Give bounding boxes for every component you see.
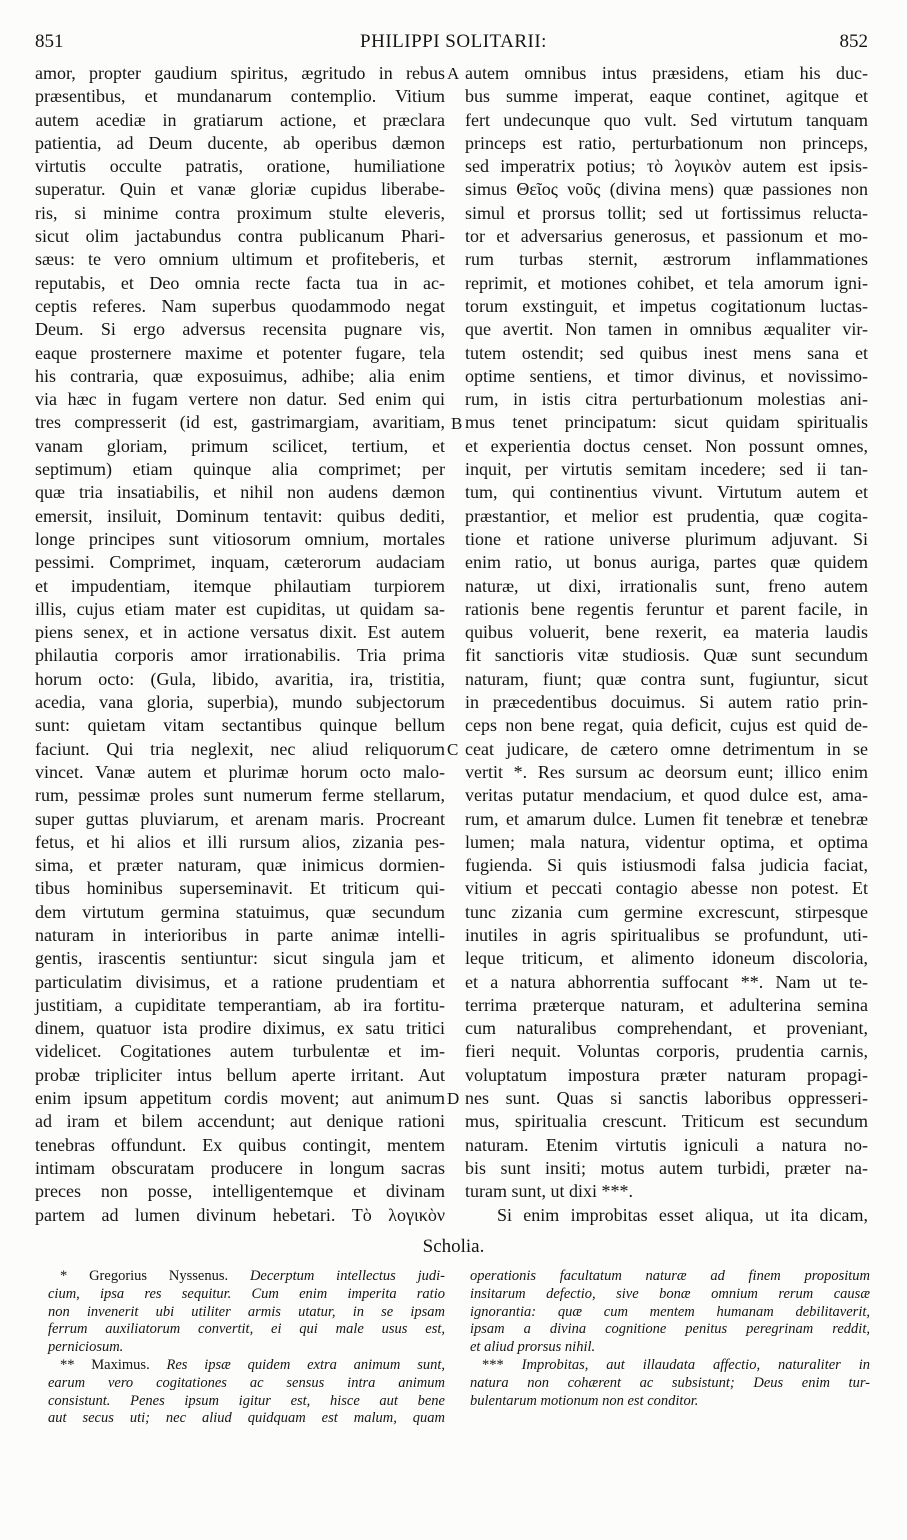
- body-line: patientia, ad Deum ducente, ab operibus dæmon: [35, 132, 445, 153]
- body-line: Si enim improbitas esset aliqua, ut ita dicam,: [497, 1204, 868, 1225]
- body-line: emersit, insiluit, Dominum tentavit: quibus dediti,: [35, 505, 445, 526]
- running-title: PHILIPPI SOLITARII:: [360, 31, 547, 52]
- body-line: sæus: te vero omnium ultimum et profiteberis, et: [35, 249, 445, 270]
- body-line: preces non posse, intelligentemque et divinam: [35, 1181, 445, 1202]
- body-line: philautia corporis amor irrationabilis. Tria prima: [35, 645, 445, 666]
- body-line: superatur. Quin et vanæ gloriæ cupidus liberabe-: [35, 179, 445, 200]
- body-line: lumen; mala natura, videntur optima, et optima: [465, 831, 868, 852]
- body-line: faciunt. Qui tria neglexit, nec aliud reliquorum: [35, 738, 445, 759]
- scholia-line: ipsam a divina cognitione penitus peregrinam reddit,: [470, 1321, 870, 1338]
- body-line: torum exstinguit, et impetus cogitationum luctas-: [465, 295, 868, 316]
- scholia-text: Improbitas, aut illaudata affectio, naturaliter in: [521, 1356, 870, 1373]
- scholia-line: [48, 1268, 445, 1286]
- body-line: reprimit, et motiones cohibet, et tela amorum igni-: [465, 272, 868, 293]
- body-line: via hæc in fugam vertere non datur. Sed enim qui: [35, 389, 445, 410]
- left-text-column: [35, 62, 445, 1227]
- body-line: princeps est ratio, perturbationum non princeps,: [465, 132, 868, 153]
- body-line: enim ratio, ut bonus auriga, partes quæ quidem: [465, 552, 868, 573]
- body-line: autem acediæ in gratiarum actione, et præclara: [35, 109, 445, 130]
- body-line: tres compresserit (id est, gastrimargiam, avaritiam,: [35, 412, 445, 433]
- body-line: vertit *. Res sursum ac deorsum eunt; illico enim: [465, 761, 868, 782]
- body-line: et a natura abhorrentia suffocant **. Nam ut te-: [465, 971, 868, 992]
- body-line: præstantior, et melior est prudentia, quæ cogita-: [465, 505, 868, 526]
- body-line: particulatim divisimus, et a ratione prudentiam et: [35, 971, 445, 992]
- page-number-right: 852: [839, 31, 868, 52]
- body-line: inquit, per virtutis semitam incedere; sed ii tan-: [465, 459, 868, 480]
- body-line: illis, cujus etiam mater est cupiditas, ut quidam sa-: [35, 598, 445, 619]
- body-line: naturæ, ut dixi, irrationalis sunt, freno autem: [465, 575, 868, 596]
- body-line: sunt: quietam vitam sectantibus quinque bellum: [35, 715, 445, 736]
- body-line: partem ad lumen divinum hebetari. Τὸ λογικὸν: [35, 1204, 445, 1225]
- scholia-line: earum vero cogitationes ac sensus intra animum: [48, 1374, 445, 1391]
- body-line: præsentibus, et mundanarum contemplio. Vitium: [35, 86, 445, 107]
- body-line: eaque prosternere maxime et potenter fugare, tela: [35, 342, 445, 363]
- scholia-text: Res ipsæ quidem extra animum sunt,: [166, 1356, 445, 1373]
- body-line: que avertit. Non tamen in omnibus æqualiter vir-: [465, 319, 868, 340]
- body-line: optime sentiens, et timor divinus, et novissimo-: [465, 365, 868, 386]
- scholia-line: ignorantia: quæ cum mentem humanam debilitaverit,: [470, 1303, 870, 1320]
- scholia-line: non invenerit ubi utiliter armis utatur, in se ipsam: [48, 1303, 445, 1320]
- scholia-author: * Gregorius Nyssenus.: [60, 1268, 229, 1284]
- body-line: ceat judicare, de cætero omne detrimentum in se: [465, 738, 868, 759]
- body-line: rum, pessimæ proles sunt numerum ferme stellarum,: [35, 785, 445, 806]
- body-line: enim ipsum appetitum cordis movent; aut animum: [35, 1088, 445, 1109]
- body-line: simul et prorsus tollit; sed ut fortissimus relucta-: [465, 202, 868, 223]
- body-line: nes sunt. Quas si sanctis laboribus oppresseri-: [465, 1088, 868, 1109]
- scholia-line: perniciosum.: [48, 1339, 124, 1356]
- body-line: vanam gloriam, primum scilicet, tertium, et: [35, 435, 445, 456]
- scholia-line: [48, 1357, 445, 1375]
- scholia-line: operationis facultatum naturæ ad finem propositum: [470, 1268, 870, 1284]
- body-line: in præcedentibus docuimus. Si autem ratio prin-: [465, 692, 868, 713]
- body-line: horum octo: (Gula, libido, avaritia, ira, tristitia,: [35, 668, 445, 689]
- scholia-line: consistunt. Penes ipsum igitur est, hisce aut bene: [48, 1392, 445, 1409]
- scholia-line: cium, ipsa res sequitur. Cum enim imperita ratio: [48, 1285, 445, 1302]
- right-text-column: [465, 62, 868, 1227]
- body-line: ceptis referes. Nam superbus quodammodo negat: [35, 295, 445, 316]
- body-line: vitium et peccati contagio abesse non potest. Et: [465, 878, 868, 899]
- body-line: justitiam, a cupiditate temperantiam, ab ira fortitu-: [35, 994, 445, 1015]
- body-line: rum turbas sternit, æstrorum inflammationes: [465, 249, 868, 270]
- body-line: bus summe imperat, eaque continet, agitque et: [465, 86, 868, 107]
- body-line: naturam, fiunt; quæ contra sunt, fugiuntur, sicut: [465, 668, 868, 689]
- scholia-text: Decerptum intellectus judi-: [249, 1268, 445, 1284]
- body-line: leque triticum, et alimento idoneum discoloria,: [465, 948, 868, 969]
- body-line: tione et ratione universe plurimum adjuvant. Si: [465, 528, 868, 549]
- body-line: sicut olim jactabundus contra publicanum Phari-: [35, 226, 445, 247]
- scholia-author: ** Maximus.: [60, 1356, 150, 1373]
- body-line: bis sunt insiti; motus autem turbidi, præter na-: [465, 1157, 868, 1178]
- scholia-heading: Scholia.: [422, 1236, 485, 1257]
- body-line: simus Θεῖος νοῦς (divina mens) quæ passiones non: [465, 179, 868, 200]
- margin-marker-c: C: [447, 739, 459, 759]
- body-line: quæ tria insatiabilis, et nihil non audens dæmon: [35, 482, 445, 503]
- scholia-line: insitarum defectio, sive bonæ omnium rerum causæ: [470, 1285, 870, 1302]
- body-line: fetus, et hi alios et illi rursum alios, zizania pes-: [35, 831, 445, 852]
- margin-marker-b: B: [451, 413, 463, 433]
- body-line: cum naturalibus comprehendant, et proveniant,: [465, 1018, 868, 1039]
- scholia-left-column: [48, 1268, 445, 1428]
- body-line: super guttas pluviarum, et arenam maris. Procreant: [35, 808, 445, 829]
- body-line: intimam obscuratam producere in longum sacras: [35, 1157, 445, 1178]
- body-line: videlicet. Cogitationes autem turbulentæ et im-: [35, 1041, 445, 1062]
- scholia-line: et aliud prorsus nihil.: [470, 1339, 596, 1356]
- scholia-mark: ***: [482, 1356, 504, 1373]
- body-line: voluptatum impostura præter naturam propagi-: [465, 1064, 868, 1085]
- body-line: rum, in istis citra perturbationum molestias ani-: [465, 389, 868, 410]
- scholia-line: aut secus uti; nec aliud quidquam est malum, quam: [48, 1410, 445, 1427]
- body-line: quibus voluerit, bene rexerit, ea materia laudis: [465, 622, 868, 643]
- body-line: vincet. Vanæ autem et plurimæ horum octo malo-: [35, 761, 445, 782]
- page-number-left: 851: [35, 31, 64, 52]
- body-line: fit sanctioris vitæ studiosis. Quæ sunt secundum: [465, 645, 868, 666]
- body-line: dem virtutum germina statuimus, quæ secundum: [35, 901, 445, 922]
- body-line: reputabis, et Deo omnia recte facta tua in ac-: [35, 272, 445, 293]
- body-line: mus tenet principatum: sicut quidam spiritualis: [465, 412, 868, 433]
- body-line: tibus hominibus superseminavit. Et triticum qui-: [35, 878, 445, 899]
- body-line: tunc zizania cum germine excrescunt, stirpesque: [465, 901, 868, 922]
- body-line: veritas putatur mendacium, et quod dulce est, ama-: [465, 785, 868, 806]
- body-line: probæ tripliciter intus bellum aperte irritant. Aut: [35, 1064, 445, 1085]
- body-line: inutiles in agris spiritualibus se profundunt, uti-: [465, 924, 868, 945]
- body-line: autem omnibus intus præsidens, etiam his duc-: [465, 63, 868, 83]
- body-line: piens senex, et in actione versatus dixit. Est autem: [35, 622, 445, 643]
- body-line: gentis, irascentis sentiuntur: sicut singula jam et: [35, 948, 445, 969]
- body-line: et experientia doctus censet. Non possunt omnes,: [465, 435, 868, 456]
- body-line: amor, propter gaudium spiritus, ægritudo in rebus: [35, 63, 445, 83]
- body-line: tutem ostendit; sed quibus inest mens sana et: [465, 342, 868, 363]
- body-line: turam sunt, ut dixi ***.: [465, 1181, 633, 1202]
- body-line: tum, qui continentius vivunt. Virtutum autem et: [465, 482, 868, 503]
- body-line: longe principes sunt vitiosorum omnium, mortales: [35, 528, 445, 549]
- body-line: naturam. Etenim virtutis igniculi a natura no-: [465, 1134, 868, 1155]
- body-line: naturam in interioribus in parte animæ intelli-: [35, 924, 445, 945]
- body-line: Deum. Si ergo adversus recensita pugnare vis,: [35, 319, 445, 340]
- body-line: mus, spiritualia crescunt. Triticum est secundum: [465, 1111, 868, 1132]
- scholia-right-column: [470, 1268, 870, 1410]
- body-line: fert undecunque quo vult. Sed virtutum tanquam: [465, 109, 868, 130]
- scholia-line: [470, 1357, 870, 1375]
- body-line: fugienda. Si quis istiusmodi falsa judicia faciat,: [465, 855, 868, 876]
- body-line: his contraria, quæ exposuimus, adhibe; alia enim: [35, 365, 445, 386]
- body-line: terrima præterque naturam, et adulterina semina: [465, 994, 868, 1015]
- body-line: tor et adversarius generosus, et passionum et mo-: [465, 226, 868, 247]
- scholia-line: natura non cohærent ac subsistunt; Deus enim tur-: [470, 1374, 870, 1391]
- body-line: dinem, quatuor ista prodire diximus, ex satu tritici: [35, 1018, 445, 1039]
- body-line: tenebras offundunt. Ex quibus contingit, mentem: [35, 1134, 445, 1155]
- body-line: pessimi. Comprimet, inquam, cæterorum audaciam: [35, 552, 445, 573]
- body-line: sima, et præter naturam, quæ inimicus dormien-: [35, 855, 445, 876]
- body-line: ceps non bene regat, quia deficit, cujus est quid de-: [465, 715, 868, 736]
- scholia-line: ferrum auxiliatorum convertit, ei qui male usus est,: [48, 1321, 445, 1338]
- margin-marker-a: A: [447, 64, 460, 83]
- body-line: ris, si minime contra proximum stulte eleveris,: [35, 202, 445, 223]
- margin-marker-d: D: [447, 1089, 460, 1109]
- body-line: virtutis occulte patratis, oratione, humiliatione: [35, 156, 445, 177]
- body-line: septimum) etiam quinque alia comprimet; per: [35, 459, 445, 480]
- body-line: et impudentiam, itemque philautiam turpiorem: [35, 575, 445, 596]
- body-line: fieri nequit. Voluntas corporis, prudentia carnis,: [465, 1041, 868, 1062]
- body-line: acedia, vana gloria, superbia), mundo subjectorum: [35, 692, 445, 713]
- scholia-line: bulentarum motionum non est conditor.: [470, 1392, 699, 1409]
- body-line: ad iram et bilem accendunt; aut denique rationi: [35, 1111, 445, 1132]
- body-line: sed imperatrix potius; τὸ λογικὸν autem est ipsis-: [465, 156, 868, 177]
- body-line: rationis bene regentis feruntur et parent facile, in: [465, 598, 868, 619]
- body-line: rum, et amarum dulce. Lumen fit tenebræ et tenebræ: [465, 808, 868, 829]
